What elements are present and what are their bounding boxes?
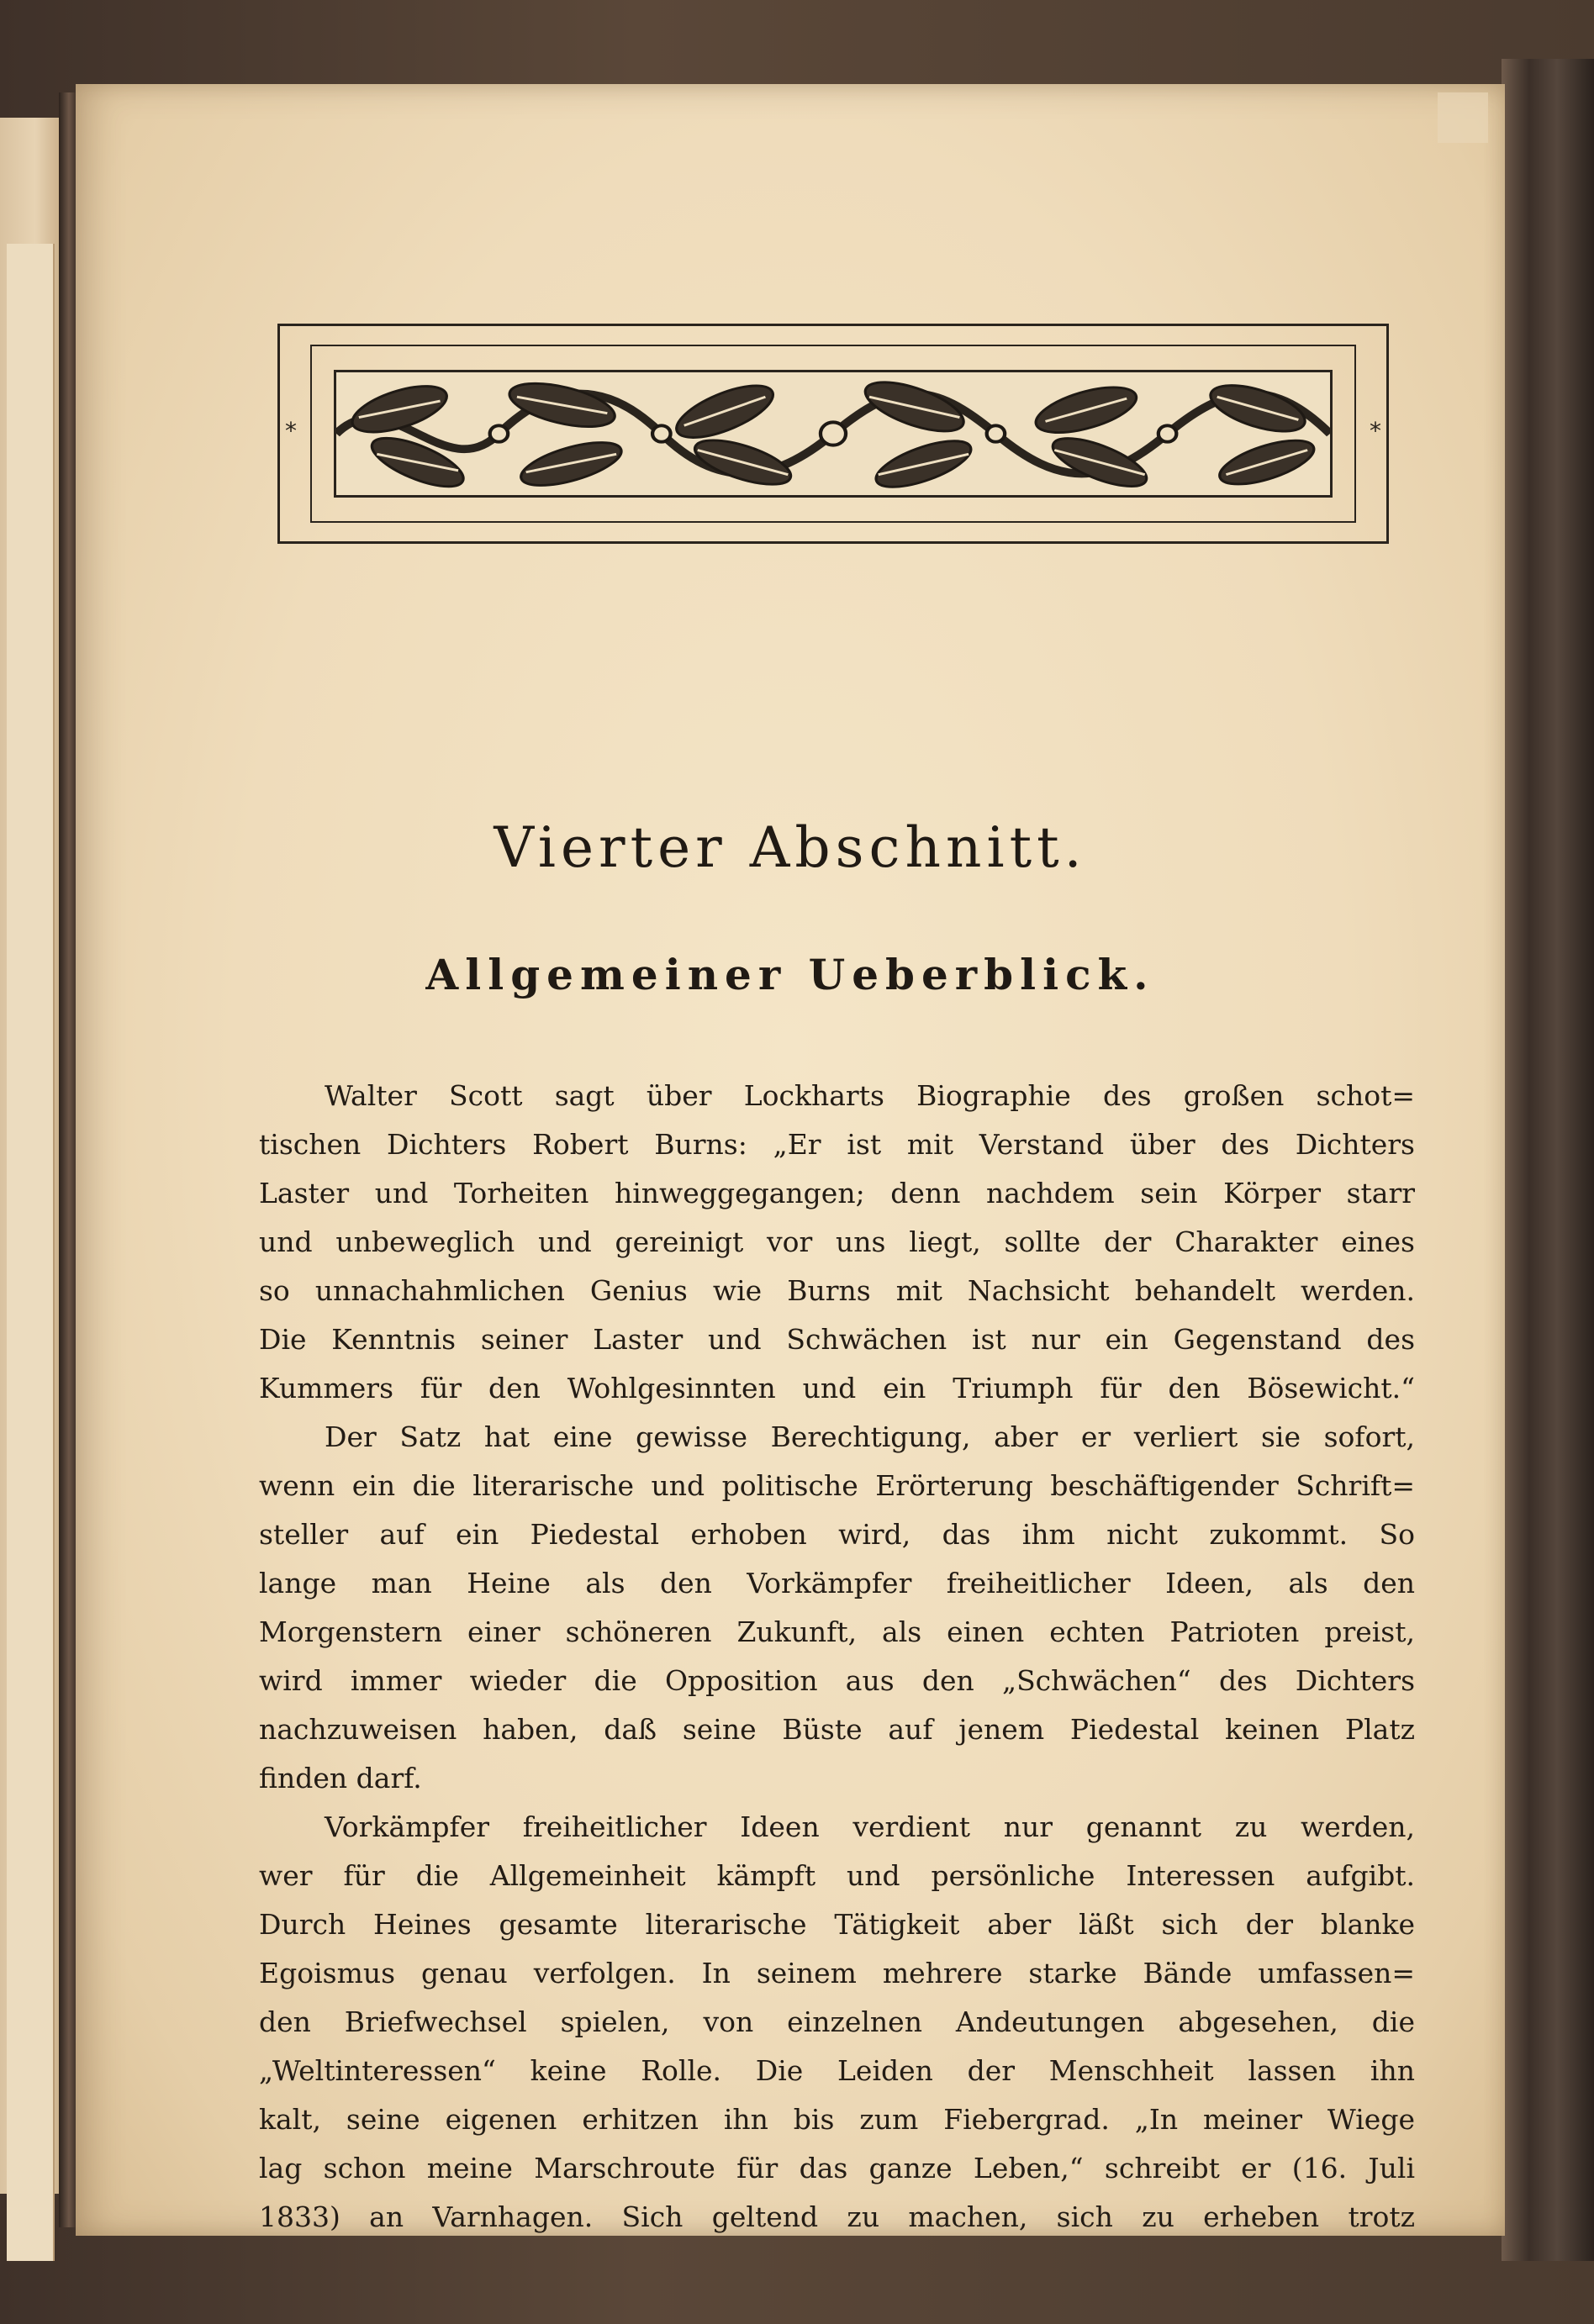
text-line: Walter Scott sagt über Lockharts Biographie des großen schot=	[325, 1079, 1415, 1112]
text-line: kalt, seine eigenen erhitzen ihn bis zum Fiebergrad. „In meiner Wiege	[259, 2103, 1415, 2136]
text-line: Kummers für den Wohlgesinnten und ein Triumph für den Bösewicht.“	[259, 1372, 1415, 1404]
text-line: Morgenstern einer schöneren Zukunft, als einen echten Patrioten preist,	[259, 1615, 1415, 1648]
text-line: finden darf.	[259, 1762, 422, 1794]
ornamental-header	[277, 324, 1389, 544]
asterisk-right: *	[1370, 417, 1381, 445]
text-line: Laster und Torheiten hinweggegangen; denn nachdem sein Körper starr	[259, 1177, 1415, 1209]
text-line: tischen Dichters Robert Burns: „Er ist mit Verstand über des Dichters	[259, 1128, 1415, 1161]
body-text	[259, 1072, 1415, 2242]
text-line: Vorkämpfer freiheitlicher Ideen verdient nur genannt zu werden,	[325, 1810, 1415, 1843]
text-line: wenn ein die literarische und politische Erörterung beschäftigender Schrift=	[259, 1469, 1415, 1502]
text-line: steller auf ein Piedestal erhoben wird, das ihm nicht zukommt. So	[259, 1518, 1415, 1551]
ornament-inner-frame	[310, 345, 1356, 523]
text-line: wer für die Allgemeinheit kämpft und persönliche Interessen aufgibt.	[259, 1859, 1415, 1892]
book-cover-edge	[1502, 59, 1594, 2261]
text-line: Durch Heines gesamte literarische Tätigkeit aber läßt sich der blanke	[259, 1908, 1415, 1941]
text-line: Der Satz hat eine gewisse Berechtigung, aber er verliert sie sofort,	[325, 1420, 1415, 1453]
text-line: lange man Heine als den Vorkämpfer freiheitlicher Ideen, als den	[259, 1567, 1415, 1599]
asterisk-left: *	[285, 417, 297, 445]
text-line: 1833) an Varnhagen. Sich geltend zu machen, sich zu erheben trotz	[259, 2200, 1415, 2233]
text-line: Egoismus genau verfolgen. In seinem mehrere starke Bände umfassen=	[259, 1957, 1415, 1989]
text-line: „Weltinteressen“ keine Rolle. Die Leiden der Menschheit lassen ihn	[259, 2054, 1415, 2087]
floral-ornament-icon	[334, 370, 1333, 498]
page-corner	[1438, 92, 1488, 143]
section-title: Allgemeiner Ueberblick.	[425, 950, 1155, 999]
previous-page-margin	[7, 244, 55, 2261]
previous-page-edge	[0, 118, 59, 2194]
text-line: den Briefwechsel spielen, von einzelnen Andeutungen abgesehen, die	[259, 2005, 1415, 2038]
floral-vine-graphic	[336, 372, 1330, 495]
text-line: und unbeweglich und gereinigt vor uns liegt, sollte der Charakter eines	[259, 1225, 1415, 1258]
book-page	[76, 84, 1505, 2236]
text-line: lag schon meine Marschroute für das ganze Leben,“ schreibt er (16. Juli	[259, 2152, 1415, 2184]
text-line: wird immer wieder die Opposition aus den „Schwächen“ des Dichters	[259, 1664, 1415, 1697]
chapter-title: Vierter Abschnitt.	[494, 815, 1087, 880]
text-line: so unnachahmlichen Genius wie Burns mit Nachsicht behandelt werden.	[259, 1274, 1415, 1307]
text-line: nachzuweisen haben, daß seine Büste auf jenem Piedestal keinen Platz	[259, 1713, 1415, 1746]
text-line: Die Kenntnis seiner Laster und Schwächen ist nur ein Gegenstand des	[259, 1323, 1415, 1356]
